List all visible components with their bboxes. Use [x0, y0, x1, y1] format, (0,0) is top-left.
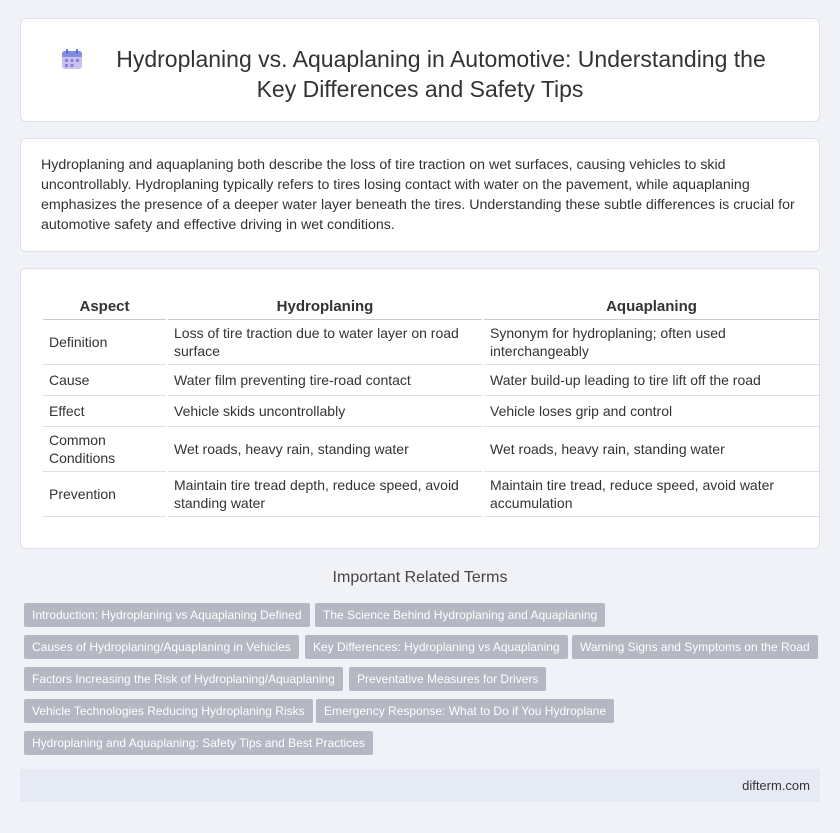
- table-row: [43, 395, 819, 426]
- related-tag[interactable]: Introduction: Hydroplaning vs Aquaplaning Defined: [24, 603, 310, 627]
- page-title: [21, 44, 819, 104]
- related-tag[interactable]: Warning Signs and Symptoms on the Road: [572, 635, 818, 659]
- table-row: [43, 426, 819, 471]
- table-cell: Wet roads, heavy rain, standing water: [483, 426, 819, 471]
- table-cell: Vehicle loses grip and control: [483, 395, 819, 426]
- table-cell: Prevention: [43, 471, 167, 516]
- table-row: [43, 471, 819, 516]
- comparison-card: [20, 268, 820, 549]
- title-card: [20, 18, 820, 122]
- table-row: [43, 364, 819, 395]
- related-tag[interactable]: Key Differences: Hydroplaning vs Aquaplaning: [305, 635, 568, 659]
- table-cell: Loss of tire traction due to water layer on road surface: [167, 319, 483, 364]
- table-cell: Wet roads, heavy rain, standing water: [167, 426, 483, 471]
- related-tag[interactable]: Emergency Response: What to Do if You Hydroplane: [316, 699, 614, 723]
- title-line-2: Key Differences and Safety Tips: [256, 76, 584, 102]
- footer-site-link[interactable]: difterm.com: [742, 778, 810, 793]
- intro-card: [20, 138, 820, 252]
- header-aspect: Aspect: [43, 297, 167, 319]
- related-tag[interactable]: Hydroplaning and Aquaplaning: Safety Tips and Best Practices: [24, 731, 373, 755]
- table-cell: Common Conditions: [43, 426, 167, 471]
- table-cell: Effect: [43, 395, 167, 426]
- table-row: [43, 319, 819, 364]
- table-cell: Vehicle skids uncontrollably: [167, 395, 483, 426]
- table-cell: Definition: [43, 319, 167, 364]
- intro-paragraph: Hydroplaning and aquaplaning both describe the loss of tire traction on wet surfaces, causing vehicles to skid uncontrollably. Hydroplaning typically refers to tires losing contact with water on the pavement, while aquaplaning emphasizes the presence of a deeper water layer beneath the tires. Understanding these subtle differences is crucial for automotive safety and effective driving in wet conditions.: [41, 157, 795, 233]
- related-tag[interactable]: The Science Behind Hydroplaning and Aquaplaning: [315, 603, 605, 627]
- title-line-1: Hydroplaning vs. Aquaplaning in Automotive: Understanding the: [116, 46, 766, 72]
- table-header-row: [43, 297, 819, 319]
- table-cell: Maintain tire tread, reduce speed, avoid water accumulation: [483, 471, 819, 516]
- related-terms-title: Important Related Terms: [332, 569, 508, 586]
- table-cell: Cause: [43, 364, 167, 395]
- related-tag[interactable]: Factors Increasing the Risk of Hydroplaning/Aquaplaning: [24, 667, 343, 691]
- footer: [20, 769, 820, 802]
- header-hydroplaning: Hydroplaning: [167, 297, 483, 319]
- table-cell: Synonym for hydroplaning; often used interchangeably: [483, 319, 819, 364]
- related-tag[interactable]: Preventative Measures for Drivers: [349, 667, 546, 691]
- table-cell: Maintain tire tread depth, reduce speed, avoid standing water: [167, 471, 483, 516]
- header-aquaplaning: Aquaplaning: [483, 297, 819, 319]
- table-cell: Water film preventing tire-road contact: [167, 364, 483, 395]
- comparison-table: [43, 297, 819, 517]
- table-cell: Water build-up leading to tire lift off the road: [483, 364, 819, 395]
- related-tag[interactable]: Causes of Hydroplaning/Aquaplaning in Vehicles: [24, 635, 299, 659]
- related-tag[interactable]: Vehicle Technologies Reducing Hydroplaning Risks: [24, 699, 313, 723]
